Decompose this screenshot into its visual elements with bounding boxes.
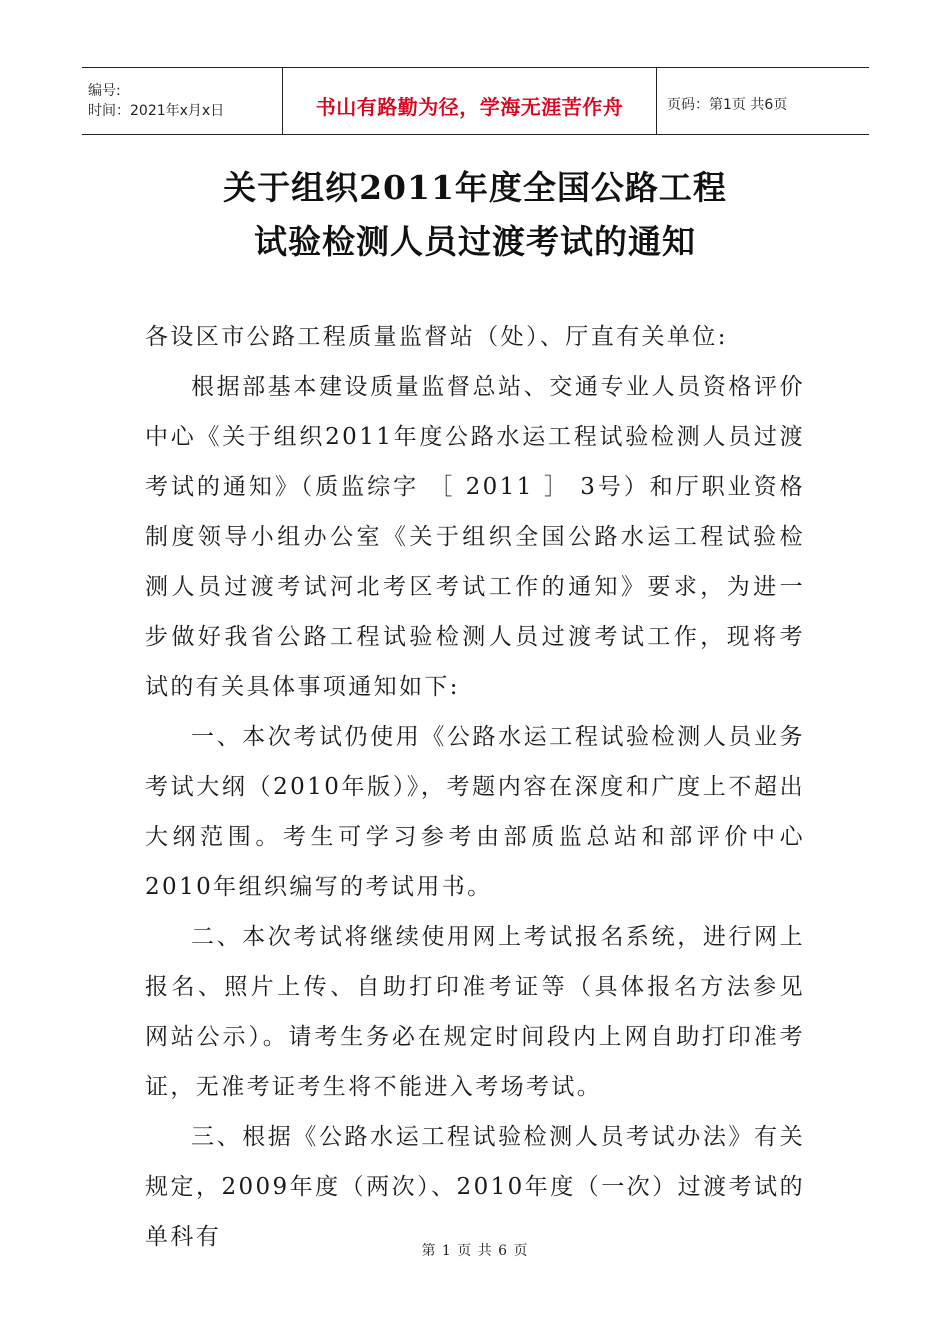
page-label: 页码：第1页 共6页: [667, 97, 788, 113]
time-label: 时间：2021年x月x日: [88, 103, 225, 119]
document-title-line-1: 关于组织2011年度全国公路工程: [223, 168, 727, 207]
document-title-line-2: 试验检测人员过渡考试的通知: [254, 222, 696, 261]
page-header: [82, 67, 869, 135]
paragraph-item-2: 二、本次考试将继续使用网上考试报名系统，进行网上报名、照片上传、自助打印准考证等（具体报名方法参见网站公示）。请考生务必在规定时间段内上网自助打印准考证，无准考证考生将不能进入考场考试。: [145, 924, 805, 1100]
page-footer: 第 1 页 共 6 页: [421, 1243, 529, 1259]
header-page-cell: [657, 68, 869, 134]
header-meta: [82, 68, 282, 134]
header-motto-cell: [282, 68, 657, 134]
motto-text: 书山有路勤为径，学海无涯苦作舟: [315, 94, 624, 119]
salutation: 各设区市公路工程质量监督站（处）、厅直有关单位:: [145, 324, 728, 350]
paragraph-item-1: 一、本次考试仍使用《公路水运工程试验检测人员业务考试大纲（2010年版）》，考题内容在深度和广度上不超出大纲范围。考生可学习参考由部质监总站和部评价中心2010年组织编写的考试用书。: [145, 724, 805, 900]
paragraph-intro: 根据部基本建设质量监督总站、交通专业人员资格评价中心《关于组织2011年度公路水运工程试验检测人员过渡考试的通知》（质监综字 ［ 2011 ］ 3号）和厅职业资格制度领导小组办公室《关于组织全国公路水运工程试验检测人员过渡考试河北考区考试工作的通知》要求，为进一步做好我省公路工程试验检测人员过渡考试工作，现将考试的有关具体事项通知如下:: [145, 374, 805, 700]
document-body: [145, 362, 805, 1262]
code-label: 编号:: [88, 83, 121, 99]
paragraph-item-3: 三、根据《公路水运工程试验检测人员考试办法》有关规定，2009年度（两次）、2010年度（一次）过渡考试的单科有: [145, 1124, 805, 1250]
